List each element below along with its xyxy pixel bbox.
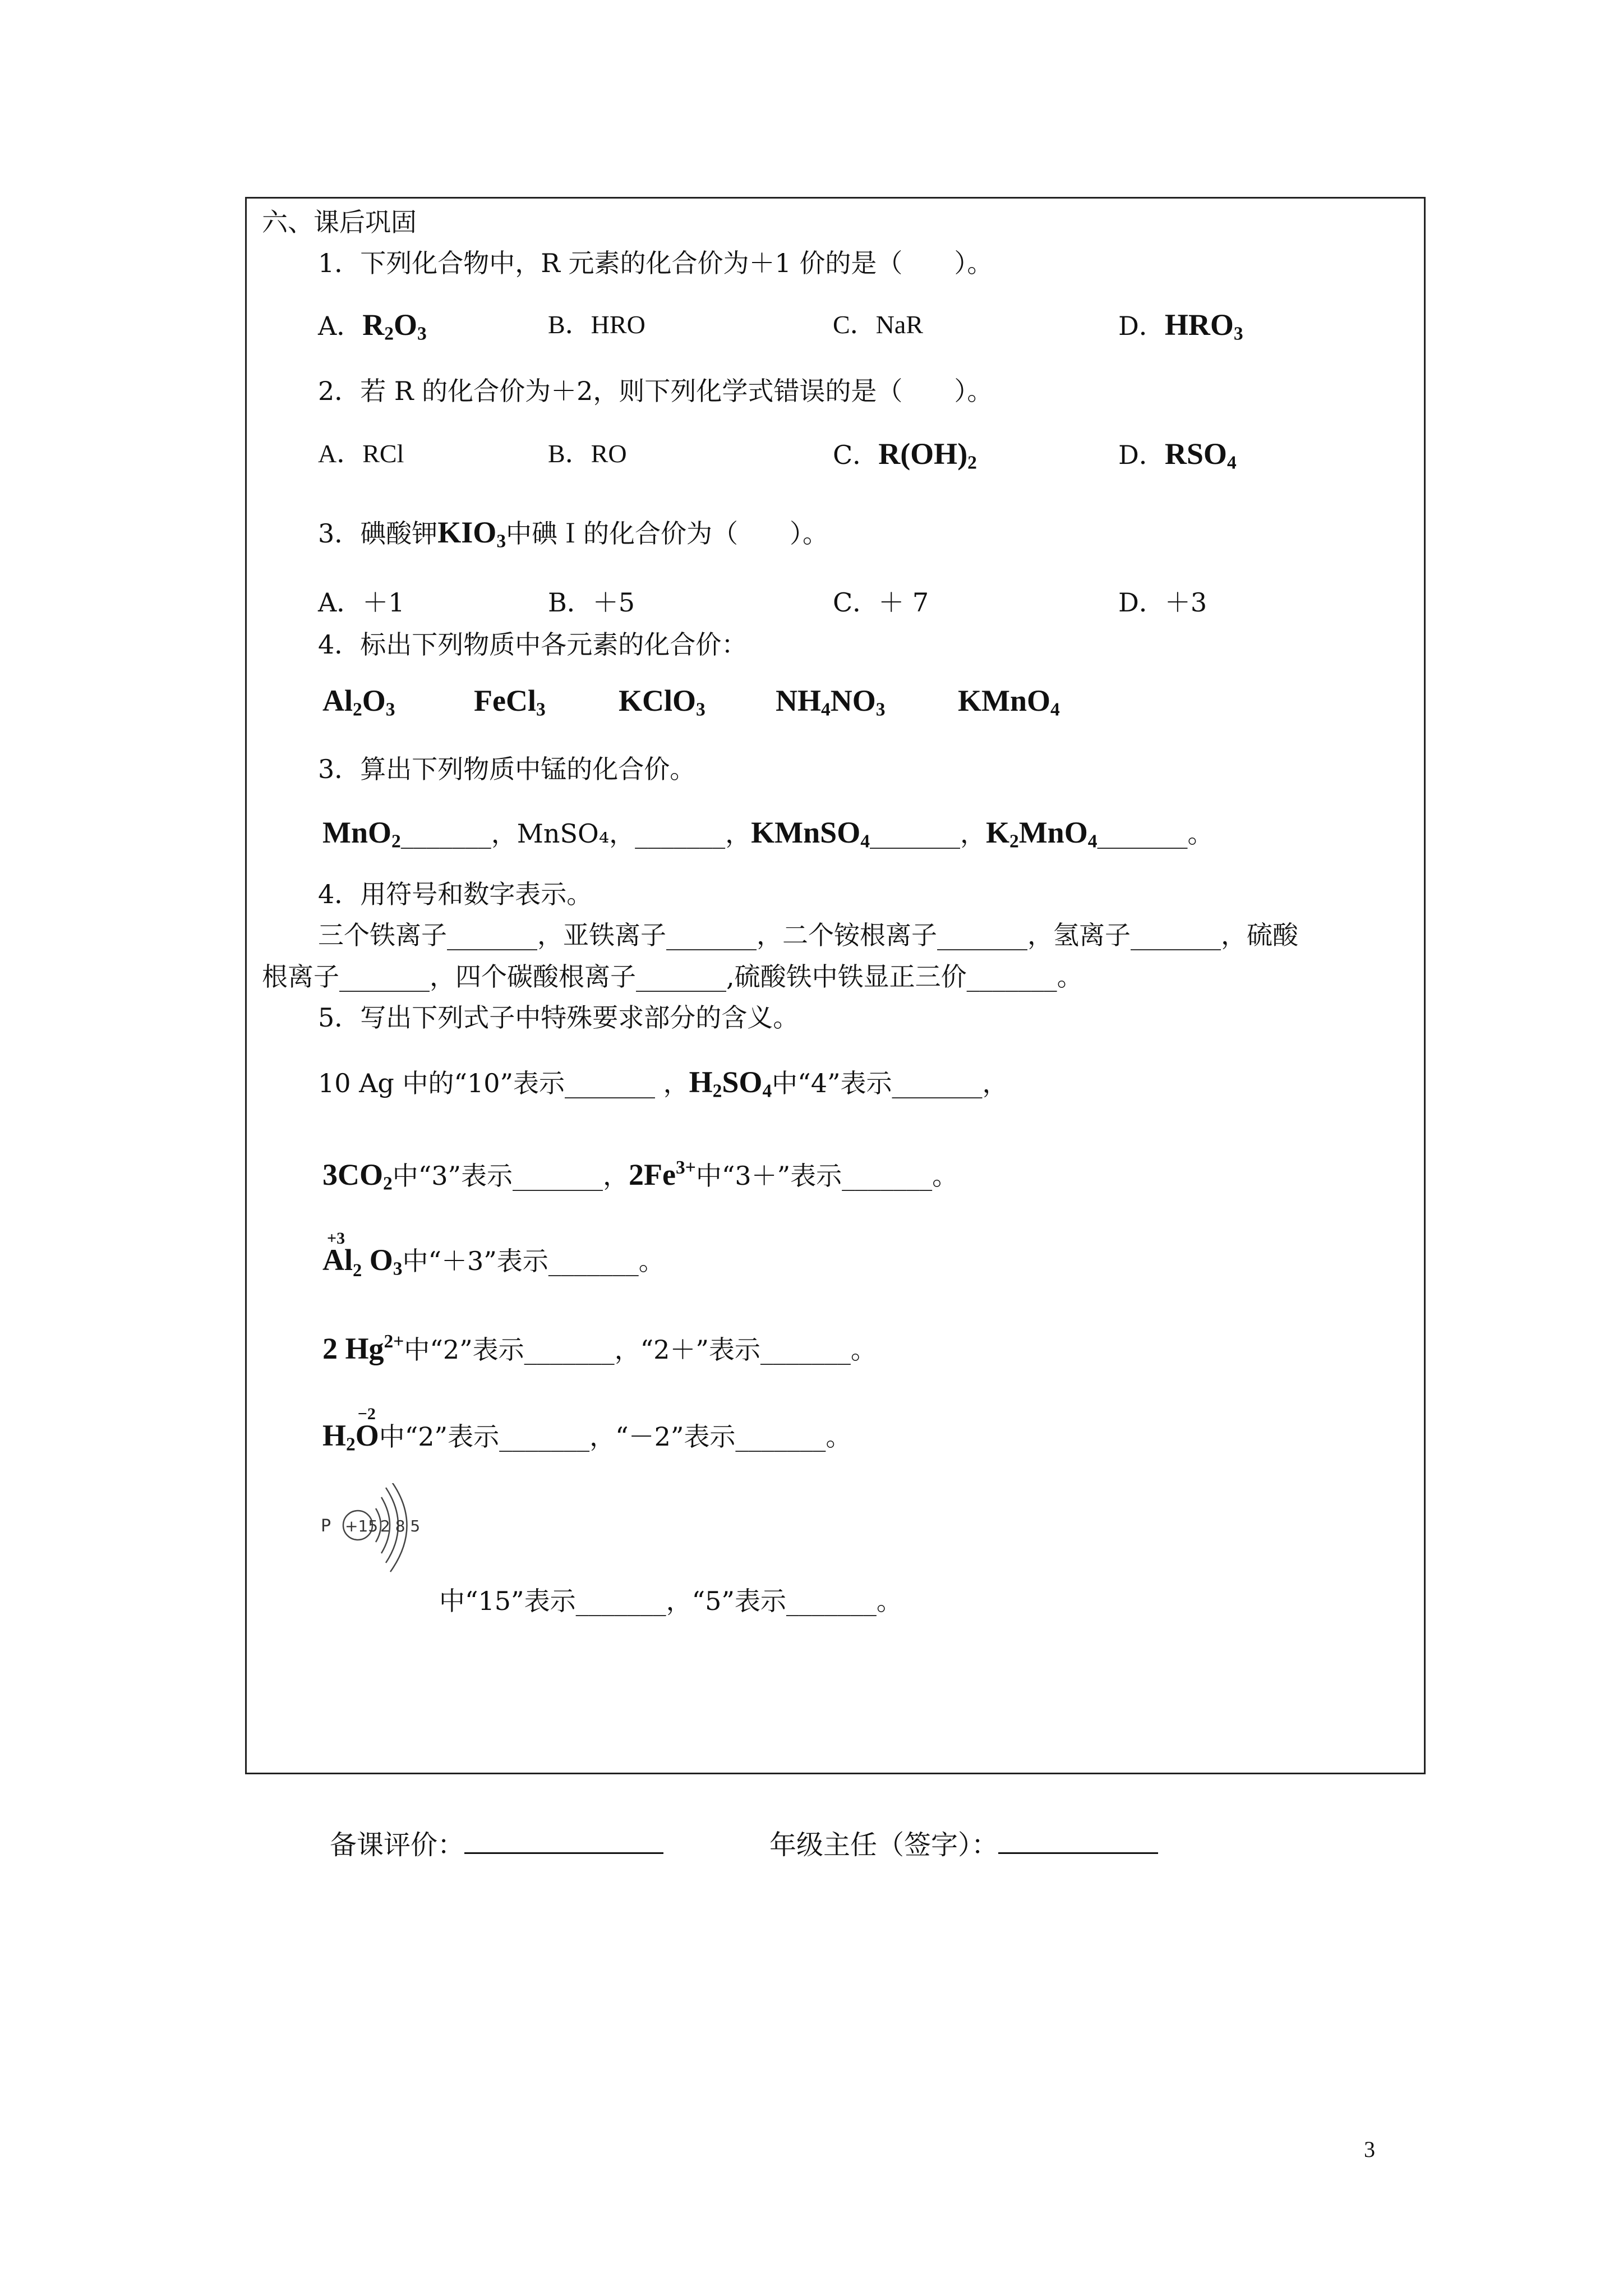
- q5-stem: 3．算出下列物质中锰的化合价。: [318, 754, 696, 784]
- q4-formula-al2o3: $Al_2O_3$: [322, 684, 395, 720]
- q1-option-d: D．$HRO_3$: [1118, 308, 1243, 344]
- review-evaluation: [330, 1823, 663, 1862]
- exercise-box: [245, 197, 1426, 1774]
- q7-stem: 5．写出下列式子中特殊要求部分的含义。: [318, 1002, 799, 1033]
- q4-stem: 4．标出下列物质中各元素的化合价：: [318, 629, 748, 660]
- q1-option-a: A．$R_2O_3$: [318, 308, 427, 344]
- q1-options: [318, 308, 1384, 353]
- q7-line4: 2 $Hg^{2+}$中“2”表示_______，“2＋”表示_______。: [322, 1331, 877, 1366]
- director-label: 年级主任（签字）：: [769, 1829, 999, 1861]
- q3-option-a: A．＋1: [318, 587, 405, 618]
- q1-option-c: C．NaR: [833, 310, 923, 339]
- q2-option-c: C．$R(OH)_2$: [833, 437, 977, 473]
- q2-option-d: D．$RSO_4$: [1118, 437, 1237, 473]
- valence-mark-minus2: −2: [357, 1405, 376, 1423]
- q6-stem: 4．用符号和数字表示。: [318, 879, 593, 909]
- q2-options: [318, 437, 1384, 482]
- section-title: 六、课后巩固: [262, 207, 417, 237]
- q7-line1: 10 Ag 中的“10”表示_______ ，$H_2SO_4$中“4”表示_______，: [318, 1065, 1008, 1102]
- q3-stem: 3．碘酸钾$KIO_3$中碘Ｉ的化合价为（ ）。: [318, 516, 829, 552]
- q4-formulas: [322, 684, 1220, 729]
- page-number: 3: [1364, 2137, 1375, 2162]
- q7-line3: +3 Al₂ $O_3$中“＋3”表示_______。: [322, 1243, 665, 1286]
- q3-options: [318, 586, 1384, 625]
- valence-mark-plus3: +3: [327, 1229, 345, 1248]
- q4-formula-fecl3: FeCl$_3$: [474, 684, 546, 720]
- q2-option-a: A．RCl: [318, 439, 404, 468]
- q4-formula-kmno4: KMnO$_4$: [958, 684, 1060, 720]
- q7-line5: $H_2$ −2 O中“2”表示_______，“－2”表示_______。: [322, 1419, 851, 1461]
- q7-line2: $3CO_2$中“3”表示_______，$2Fe^{3+}$中“3＋”表示_______。: [322, 1157, 958, 1194]
- atom-label: P: [321, 1516, 331, 1536]
- q1-option-b: B．HRO: [548, 310, 645, 339]
- phosphorus-atom-diagram: [320, 1483, 449, 1584]
- q2-stem: 2．若 R 的化合价为＋2，则下列化学式错误的是（ ）。: [318, 376, 993, 406]
- atom-shell-electrons: 2 8 5: [380, 1517, 421, 1535]
- q6-line2: 根离子_______，四个碳酸根离子_______,硫酸铁中铁显正三价_______。: [262, 961, 1083, 992]
- q4-formula-kclo3: KClO$_3$: [619, 684, 706, 720]
- q7-line6: 中“15”表示_______，“5”表示_______。: [439, 1586, 902, 1616]
- q1-stem: 1．下列化合物中，R 元素的化合价为＋1 价的是（ ）。: [318, 248, 993, 278]
- q5-formulas: MnO$_2$_______，MnSO₄，_______，KMnSO$_4$_______，$K_2MnO_4\_\_\_\_\_\_\_$。: [322, 816, 1214, 852]
- grade-director-signature: [769, 1823, 1158, 1862]
- review-label: 备课评价：: [330, 1829, 465, 1861]
- review-blank[interactable]: [464, 1826, 663, 1854]
- q3-option-d: D．＋3: [1118, 587, 1207, 618]
- q4-formula-nh4no3: $NH_4NO_3$: [776, 684, 886, 720]
- atom-nucleus-charge: +15: [345, 1517, 379, 1535]
- q3-option-b: B．＋5: [548, 587, 635, 618]
- q3-option-c: C．＋ 7: [833, 587, 929, 618]
- q2-option-b: B．RO: [548, 439, 627, 468]
- q6-line1: 三个铁离子_______，亚铁离子_______，二个铵根离子_______，氢离子_______，硫酸: [318, 920, 1298, 950]
- director-signature-blank[interactable]: [998, 1826, 1158, 1854]
